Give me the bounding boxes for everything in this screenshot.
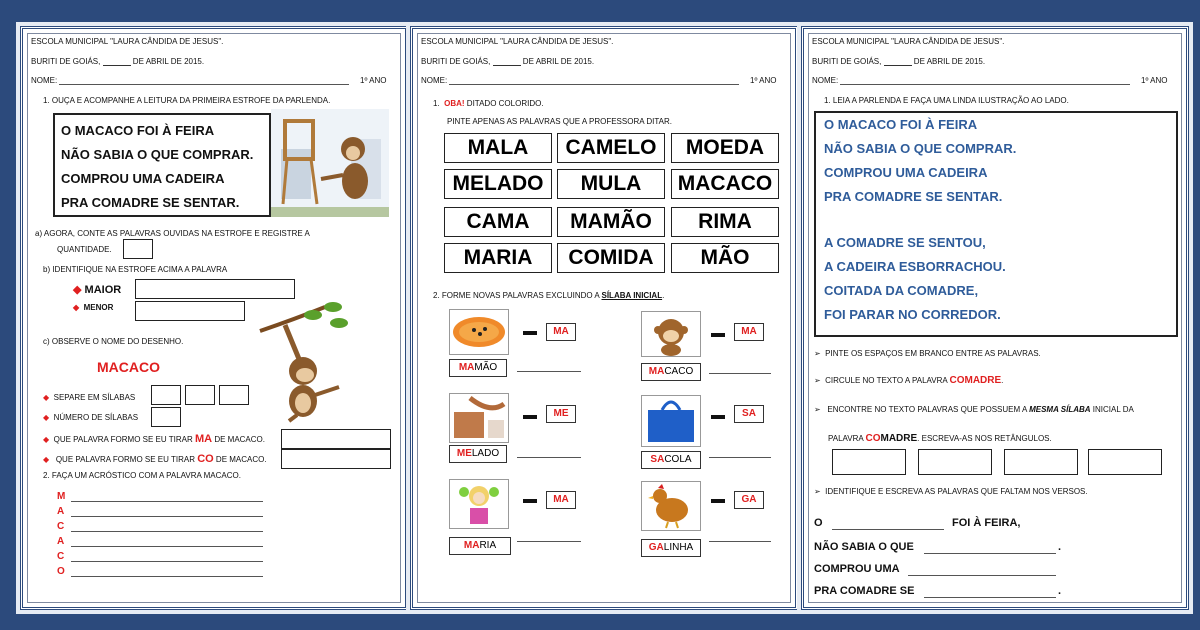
girl-image [449,479,509,529]
bullet-circle-word: ➢ CIRCULE NO TEXTO A PALAVRA COMADRE. [814,375,1004,386]
acrostic-line[interactable] [71,501,263,502]
acrostic-letter: O [57,566,65,577]
question-a-cont: QUANTIDADE. [57,245,112,254]
answer-line[interactable] [517,457,581,458]
number-syllables: ◆ NÚMERO DE SÍLABAS [43,413,139,422]
fill-verse-1: O [814,517,823,529]
dictation-word[interactable]: MALA [444,133,552,163]
grade: 1º ANO [750,76,777,85]
minus-sign [711,415,725,419]
separate-syllables: ◆ SEPARE EM SÍLABAS [43,393,136,402]
minus-sign [523,499,537,503]
answer-rectangle[interactable] [918,449,992,475]
question-a: a) AGORA, CONTE AS PALAVRAS OUVIDAS NA ESTROFE E REGISTRE A [35,229,310,238]
verse-line: NÃO SABIA O QUE COMPRAR. [61,147,254,162]
acrostic-letter: A [57,506,65,517]
syllable-to-remove: MA [546,491,576,509]
name-label: NOME: [421,76,448,85]
school-name: ESCOLA MUNICIPAL "LAURA CÂNDIDA DE JESUS". [31,37,224,46]
fill-verse-3: COMPROU UMA [814,563,900,575]
fill-verse-4-end: . [1058,585,1062,597]
bullet-missing-words: ➢ IDENTIFIQUE E ESCREVA AS PALAVRAS QUE FALTAM NOS VERSOS. [814,487,1088,496]
fill-line[interactable] [832,529,944,530]
answer-line[interactable] [709,541,771,542]
bag-image [641,395,701,447]
acrostic-line[interactable] [71,516,263,517]
fill-line[interactable] [924,597,1056,598]
word-label: MAMÃO [449,359,507,377]
name-field[interactable] [840,84,1130,85]
answer-line[interactable] [517,541,581,542]
arrow-bullet-icon: ➢ [814,376,821,385]
maior-answer-box[interactable] [135,279,295,299]
syllable-to-remove: MA [734,323,764,341]
dictation-word[interactable]: MELADO [444,169,552,199]
question-2: 2. FAÇA UM ACRÓSTICO COM A PALAVRA MACACO. [43,471,241,480]
question-b: b) IDENTIFIQUE NA ESTROFE ACIMA A PALAVRA [43,265,228,274]
verse-line: O MACACO FOI À FEIRA [824,117,978,132]
dictation-word[interactable]: CAMA [444,207,552,237]
dictation-word[interactable]: MULA [557,169,665,199]
honey-image [449,393,509,443]
remove-ma-question: ◆ QUE PALAVRA FORMO SE EU TIRAR MA DE MACACO. [43,433,265,445]
answer-rectangle[interactable] [1004,449,1078,475]
school-name: ESCOLA MUNICIPAL "LAURA CÂNDIDA DE JESUS". [812,37,1005,46]
answer-line[interactable] [709,457,771,458]
name-field[interactable] [59,84,349,85]
bullet-icon: ◆ [43,435,50,444]
place-date: BURITI DE GOIÁS, DE ABRIL DE 2015. [812,57,986,66]
dictation-word[interactable]: COMIDA [557,243,665,273]
monkey-chair-illustration [271,109,389,217]
dictation-word[interactable]: RIMA [671,207,779,237]
bullet-icon: ◆ [43,455,50,464]
minus-sign [523,415,537,419]
fill-verse-2: NÃO SABIA O QUE [814,541,914,553]
word-label: MELADO [449,445,507,463]
question-1-instruction: PINTE APENAS AS PALAVRAS QUE A PROFESSORA DITAR. [447,117,672,126]
acrostic-line[interactable] [71,531,263,532]
worksheet-2 [410,26,798,610]
arrow-bullet-icon: ➢ [814,487,821,496]
name-field[interactable] [449,84,739,85]
dictation-word[interactable]: MACACO [671,169,779,199]
question-2: 2. FORME NOVAS PALAVRAS EXCLUINDO A SÍLABA INICIAL. [433,291,665,300]
question-1: 1. OBA! DITADO COLORIDO. [433,99,544,108]
grade: 1º ANO [360,76,387,85]
syllable-to-remove: MA [546,323,576,341]
verse-line: O MACACO FOI À FEIRA [61,123,215,138]
verse-line: A COMADRE SE SENTOU, [824,235,986,250]
place-date: BURITI DE GOIÁS, DE ABRIL DE 2015. [31,57,205,66]
maior-label: ◆ MAIOR [73,284,122,296]
fill-verse-2-end: . [1058,541,1062,553]
verse-line: PRA COMADRE SE SENTAR. [61,195,240,210]
acrostic-line[interactable] [71,576,263,577]
verse-line: FOI PARAR NO CORREDOR. [824,307,1001,322]
remove-ma-answer[interactable] [281,429,391,449]
question-1: 1. OUÇA E ACOMPANHE A LEITURA DA PRIMEIRA ESTROFE DA PARLENDA. [43,96,331,105]
answer-line[interactable] [517,371,581,372]
fill-verse-4: PRA COMADRE SE [814,585,915,597]
dictation-word[interactable]: MOEDA [671,133,779,163]
menor-label: ◆ MENOR [73,303,114,312]
hanging-monkey-illustration [255,301,355,423]
syllable-to-remove: ME [546,405,576,423]
bullet-icon: ◆ [43,393,50,402]
worksheet-1 [20,26,408,610]
menor-answer-box[interactable] [135,301,245,321]
grade: 1º ANO [1141,76,1168,85]
syllable-to-remove: GA [734,491,764,509]
syllable-box[interactable] [219,385,249,405]
acrostic-line[interactable] [71,561,263,562]
arrow-bullet-icon: ➢ [814,349,821,358]
verse-line: PRA COMADRE SE SENTAR. [824,189,1003,204]
papaya-image [449,309,509,355]
bullet-paint-spaces: ➢ PINTE OS ESPAÇOS EM BRANCO ENTRE AS PALAVRAS. [814,349,1041,358]
verse-line: A CADEIRA ESBORRACHOU. [824,259,1006,274]
syllable-box[interactable] [151,385,181,405]
bullet-icon: ◆ [43,413,50,422]
answer-rectangle[interactable] [832,449,906,475]
word-label: MARIA [449,537,511,555]
minus-sign [711,499,725,503]
word-label: MACACO [641,363,701,381]
answer-line[interactable] [709,373,771,374]
verse-line: COMPROU UMA CADEIRA [824,165,988,180]
syllable-count-box[interactable] [151,407,181,427]
bullet-find-words-cont: PALAVRA COMADRE. ESCREVA-AS NOS RETÂNGULOS. [828,433,1052,444]
name-label: NOME: [812,76,839,85]
acrostic-letter: A [57,536,65,547]
fill-verse-1-end: FOI À FEIRA, [952,517,1021,529]
name-label: NOME: [31,76,58,85]
parlenda-box [814,111,1178,337]
hen-image [641,481,701,531]
acrostic-letter: M [57,491,66,502]
fill-line[interactable] [924,553,1056,554]
dictation-word[interactable]: CAMELO [557,133,665,163]
acrostic-letter: C [57,521,65,532]
remove-co-answer[interactable] [281,449,391,469]
minus-sign [523,331,537,335]
dictation-word[interactable]: MARIA [444,243,552,273]
verse-line: NÃO SABIA O QUE COMPRAR. [824,141,1017,156]
arrow-bullet-icon: ➢ [814,405,821,414]
school-name: ESCOLA MUNICIPAL "LAURA CÂNDIDA DE JESUS". [421,37,614,46]
bullet-icon: ◆ [73,284,82,296]
word-label: GALINHA [641,539,701,557]
question-1: 1. LEIA A PARLENDA E FAÇA UMA LINDA ILUSTRAÇÃO AO LADO. [824,96,1069,105]
answer-rectangle[interactable] [1088,449,1162,475]
worksheet-3 [801,26,1189,610]
acrostic-line[interactable] [71,546,263,547]
acrostic-letter: C [57,551,65,562]
remove-co-question: ◆ QUE PALAVRA FORMO SE EU TIRAR CO DE MACACO. [43,453,267,465]
question-c: c) OBSERVE O NOME DO DESENHO. [43,337,184,346]
verse-line: COITADA DA COMADRE, [824,283,979,298]
word-label: SACOLA [641,451,701,469]
dictation-word[interactable]: MAMÃO [557,207,665,237]
drawing-name: MACACO [97,359,160,375]
syllable-box[interactable] [185,385,215,405]
fill-line[interactable] [908,575,1056,576]
dictation-word[interactable]: MÃO [671,243,779,273]
verse-box [53,113,271,217]
verse-line: COMPROU UMA CADEIRA [61,171,225,186]
monkey-image [641,311,701,357]
minus-sign [711,333,725,337]
quantity-box[interactable] [123,239,153,259]
bullet-icon: ◆ [73,303,80,312]
place-date: BURITI DE GOIÁS, DE ABRIL DE 2015. [421,57,595,66]
bullet-find-words: ➢ ENCONTRE NO TEXTO PALAVRAS QUE POSSUEM A MESMA SÍLABA INICIAL DA [814,405,1134,414]
syllable-to-remove: SA [734,405,764,423]
